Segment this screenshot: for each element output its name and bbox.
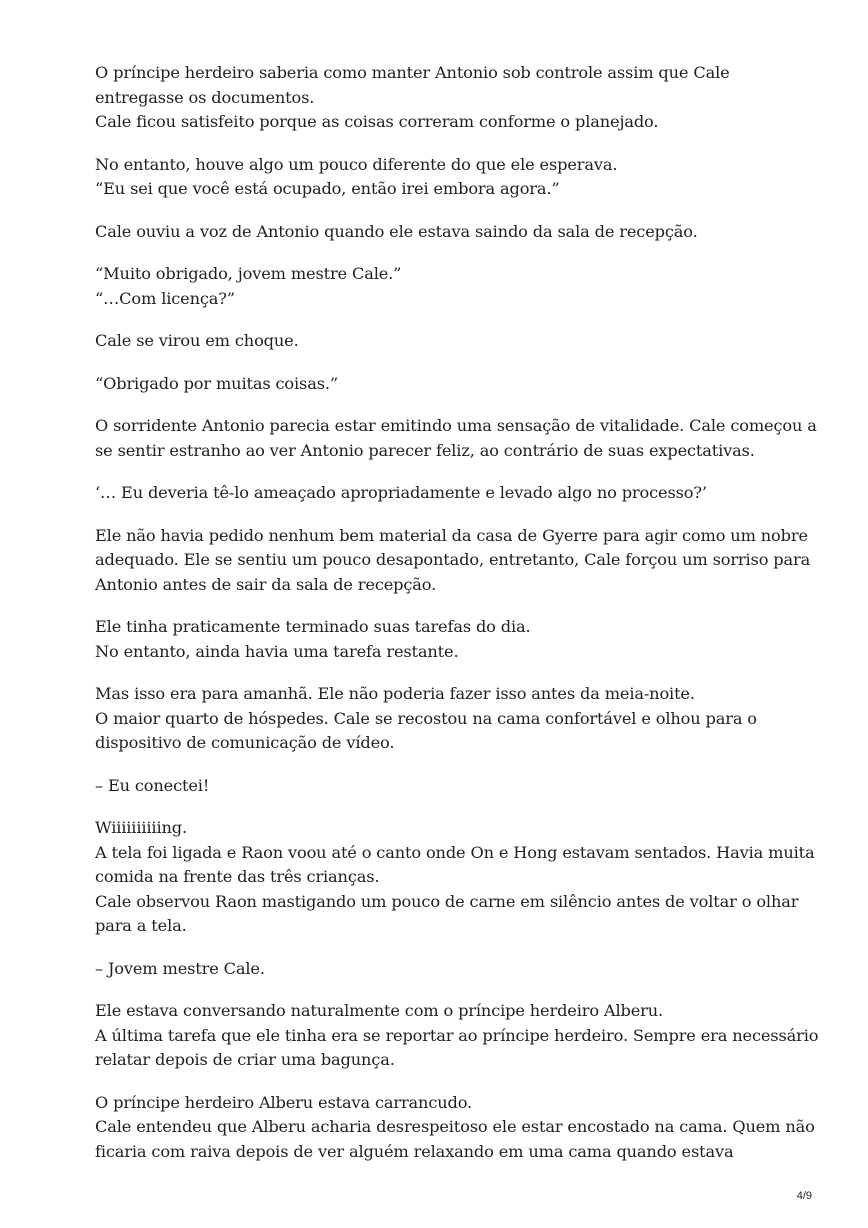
text-line: Antonio antes de sair da sala de recepção. bbox=[95, 574, 437, 594]
text-line: Cale se virou em choque. bbox=[95, 331, 299, 350]
text-line: O sorridente Antonio parecia estar emitindo uma sensação de vitalidade. Cale começou a bbox=[95, 416, 817, 435]
paragraph bbox=[95, 682, 795, 756]
text-line: ficaria com raiva depois de ver alguém relaxando em uma cama quando estava bbox=[95, 1141, 734, 1161]
paragraph bbox=[95, 615, 795, 664]
text-line: – Jovem mestre Cale. bbox=[95, 958, 265, 978]
text-line: para a tela. bbox=[95, 916, 187, 935]
text-line: “Muito obrigado, jovem mestre Cale.” bbox=[95, 264, 402, 283]
text-line: ‘… Eu deveria tê-lo ameaçado apropriadamente e levado algo no processo?’ bbox=[95, 483, 707, 502]
text-line: Ele tinha praticamente terminado suas tarefas do dia. bbox=[95, 617, 531, 636]
text-line: A tela foi ligada e Raon voou até o canto onde On e Hong estavam sentados. Havia muita bbox=[95, 842, 815, 862]
paragraph bbox=[95, 262, 795, 311]
paragraph bbox=[95, 1091, 815, 1165]
text-line: comida na frente das três crianças. bbox=[95, 867, 380, 886]
text-line: No entanto, ainda havia uma tarefa restante. bbox=[95, 641, 459, 661]
text-line: Cale ficou satisfeito porque as coisas correram conforme o planejado. bbox=[95, 112, 659, 131]
text-line: O maior quarto de hóspedes. Cale se recostou na cama confortável e olhou para o bbox=[95, 708, 757, 728]
paragraph bbox=[95, 816, 815, 939]
text-line: O príncipe herdeiro saberia como manter Antonio sob controle assim que Cale bbox=[95, 63, 730, 82]
paragraph bbox=[95, 524, 811, 598]
text-line: Cale entendeu que Alberu acharia desrespeitoso ele estar encostado na cama. Quem não bbox=[95, 1117, 815, 1136]
paragraph bbox=[95, 372, 795, 397]
text-line: Ele estava conversando naturalmente com o príncipe herdeiro Alberu. bbox=[95, 1001, 663, 1020]
document-body bbox=[95, 61, 819, 1182]
text-line: O príncipe herdeiro Alberu estava carrancudo. bbox=[95, 1092, 473, 1112]
paragraph bbox=[95, 999, 819, 1073]
paragraph bbox=[95, 153, 795, 202]
paragraph bbox=[95, 329, 795, 354]
text-line: – Eu conectei! bbox=[95, 775, 210, 795]
text-line: A última tarefa que ele tinha era se reportar ao príncipe herdeiro. Sempre era necessário bbox=[95, 1025, 819, 1045]
page-number: 4/9 bbox=[796, 1190, 812, 1202]
text-line: relatar depois de criar uma bagunça. bbox=[95, 1050, 395, 1069]
text-line: “Eu sei que você está ocupado, então irei embora agora.” bbox=[95, 179, 560, 198]
text-line: entregasse os documentos. bbox=[95, 87, 315, 107]
paragraph bbox=[95, 774, 795, 799]
text-line: dispositivo de comunicação de vídeo. bbox=[95, 733, 395, 752]
text-line: No entanto, houve algo um pouco diferente do que ele esperava. bbox=[95, 154, 618, 174]
paragraph bbox=[95, 414, 817, 463]
text-line: “…Com licença?” bbox=[95, 288, 235, 308]
paragraph bbox=[95, 220, 795, 245]
text-line: “Obrigado por muitas coisas.” bbox=[95, 373, 338, 393]
text-line: Cale ouviu a voz de Antonio quando ele estava saindo da sala de recepção. bbox=[95, 221, 698, 241]
text-line: Cale observou Raon mastigando um pouco de carne em silêncio antes de voltar o olhar bbox=[95, 891, 799, 911]
paragraph bbox=[95, 957, 795, 982]
paragraph bbox=[95, 61, 795, 135]
text-line: Wiiiiiiiiiing. bbox=[95, 818, 187, 837]
text-line: Mas isso era para amanhã. Ele não poderia fazer isso antes da meia-noite. bbox=[95, 684, 695, 703]
text-line: adequado. Ele se sentiu um pouco desapontado, entretanto, Cale forçou um sorriso para bbox=[95, 550, 811, 569]
paragraph bbox=[95, 481, 795, 506]
text-line: Ele não havia pedido nenhum bem material da casa de Gyerre para agir como um nobre bbox=[95, 525, 808, 545]
text-line: se sentir estranho ao ver Antonio parecer feliz, ao contrário de suas expectativas. bbox=[95, 440, 755, 460]
